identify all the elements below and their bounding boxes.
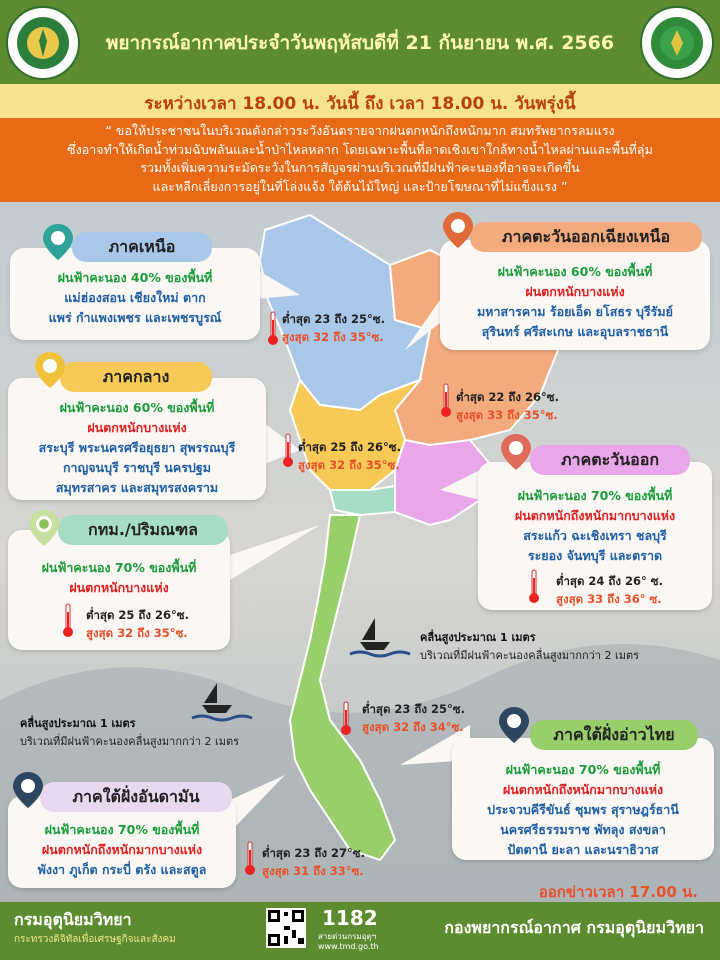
- bangkok-heavy: ฝนตกหนักบางแห่ง: [69, 580, 169, 595]
- northeast-area-line: สุรินทร์ ศรีสะเกษ และอุบลราชธานี: [481, 324, 669, 339]
- south-gulf-area-line: นครศรีธรรมราช พัทลุง สงขลา: [500, 822, 666, 837]
- footer-ministry: กระทรวงดิจิทัลเพื่อเศรษฐกิจและสังคม: [14, 934, 176, 945]
- south-gulf-area-line: ประจวบคีรีขันธ์ ชุมพร สุราษฎร์ธานี: [487, 802, 679, 817]
- south-andaman-tmax: สูงสุด 31 ถึง 33°ซ.: [262, 864, 364, 878]
- central-label: ภาคกลาง: [60, 362, 212, 392]
- forecast-period: ระหว่างเวลา 18.00 น. วันนี้ ถึง เวลา 18.00 น. วันพรุ่งนี้: [144, 94, 576, 114]
- hotline-caption: สายด่วนกรมอุตุฯ: [318, 932, 377, 941]
- east-tmin: ต่ำสุด 24 ถึง 26° ซ.: [556, 574, 663, 588]
- footer-division: กองพยากรณ์อากาศ กรมอุตุนิยมวิทยา: [444, 918, 704, 937]
- hotline-number[interactable]: 1182: [322, 906, 378, 930]
- gulf-wave-title: คลื่นสูงประมาณ 1 เมตร: [420, 631, 536, 644]
- northeast-card: [440, 240, 710, 350]
- andaman-wave-title: คลื่นสูงประมาณ 1 เมตร: [20, 717, 136, 730]
- northeast-tmin: ต่ำสุด 22 ถึง 26°ซ.: [456, 390, 559, 404]
- south-gulf-tmin: ต่ำสุด 23 ถึง 25°ซ.: [362, 702, 465, 716]
- north-tmin: ต่ำสุด 23 ถึง 25°ซ.: [282, 312, 385, 326]
- central-area-line: กาญจนบุรี ราชบุรี นครปฐม: [62, 460, 212, 475]
- south-andaman-temp: [262, 844, 365, 880]
- north-label: ภาคเหนือ: [72, 232, 212, 262]
- south-andaman-tmin: ต่ำสุด 23 ถึง 27°ซ.: [262, 846, 365, 860]
- thermometer-icon: [340, 700, 352, 736]
- northeast-rain: ฝนฟ้าคะนอง 60% ของพื้นที่: [497, 264, 653, 279]
- central-temp: [298, 438, 401, 474]
- location-pin-icon: [496, 705, 532, 745]
- location-pin-icon: [40, 222, 76, 262]
- north-tmax: สูงสุด 32 ถึง 35°ซ.: [282, 330, 384, 344]
- south-gulf-area-line: ปัตตานี ยะลา และนราธิวาส: [507, 842, 659, 857]
- northeast-heavy: ฝนตกหนักบางแห่ง: [525, 284, 625, 299]
- south-andaman-label: ภาคใต้ฝั่งอันดามัน: [40, 782, 232, 812]
- east-area-line: ระยอง จันทบุรี และตราด: [527, 548, 663, 563]
- northeast-temp: [456, 388, 559, 424]
- location-pin-icon: [32, 350, 68, 390]
- ministry-logo: [6, 6, 80, 80]
- central-tmax: สูงสุด 32 ถึง 35°ซ.: [298, 458, 400, 472]
- warning-line: และหลีกเลี่ยงการอยู่ในที่โล่งแจ้ง ใต้ต้นไม้ใหญ่ และป้ายโฆษณาที่ไม่แข็งแรง ”: [152, 178, 568, 194]
- thermometer-icon: [528, 568, 540, 604]
- south-gulf-temp: [362, 700, 465, 736]
- thermometer-icon: [440, 382, 452, 418]
- andaman-wave-info: [20, 714, 239, 750]
- north-rain: ฝนฟ้าคะนอง 40% ของพื้นที่: [57, 270, 213, 285]
- bangkok-tmax: สูงสุด 32 ถึง 35°ซ.: [86, 626, 188, 640]
- warning-line: ซึ่งอาจทำให้เกิดน้ำท่วมฉับพลันและน้ำป่าไหลหลาก โดยเฉพาะพื้นที่ลาดเชิงเขาใกล้ทางน้ำไหลผ่านและพื้นที่ลุ่ม: [67, 141, 653, 157]
- east-tmax: สูงสุด 33 ถึง 36° ซ.: [556, 592, 662, 606]
- bangkok-label: กทม./ปริมณฑล: [58, 515, 228, 545]
- east-temp: [556, 572, 663, 608]
- location-pin-icon: [498, 432, 534, 472]
- warning-line: รวมทั้งเพิ่มความระมัดระวังในการสัญจรผ่านบริเวณที่มีฝนฟ้าคะนองที่อาจจะเกิดขึ้น: [140, 160, 580, 175]
- andaman-wave-detail: บริเวณที่มีฝนฟ้าคะนองคลื่นสูงมากกว่า 2 เมตร: [20, 735, 240, 748]
- east-rain: ฝนฟ้าคะนอง 70% ของพื้นที่: [517, 488, 673, 503]
- central-area-line: สระบุรี พระนครศรีอยุธยา สุพรรณบุรี: [38, 440, 236, 455]
- south-gulf-rain: ฝนฟ้าคะนอง 70% ของพื้นที่: [505, 762, 661, 777]
- bangkok-temp: [86, 606, 189, 642]
- thermometer-icon: [62, 602, 74, 638]
- central-rain: ฝนฟ้าคะนอง 60% ของพื้นที่: [59, 400, 215, 415]
- bangkok-tmin: ต่ำสุด 25 ถึง 26°ซ.: [86, 608, 189, 622]
- website-link[interactable]: www.tmd.go.th: [318, 942, 379, 951]
- south-andaman-area-line: พังงา ภูเก็ต กระบี่ ตรัง และสตูล: [37, 862, 207, 877]
- south-andaman-heavy: ฝนตกหนักถึงหนักมากบางแห่ง: [41, 842, 203, 857]
- east-area-line: สระแก้ว ฉะเชิงเทรา ชลบุรี: [523, 528, 667, 543]
- north-area-line: แพร่ กำแพงเพชร และเพชรบูรณ์: [48, 310, 222, 325]
- northeast-area-line: มหาสารคาม ร้อยเอ็ด ยโสธร บุรีรัมย์: [477, 304, 673, 319]
- northeast-label: ภาคตะวันออกเฉียงเหนือ: [470, 222, 702, 252]
- central-card: [8, 378, 266, 500]
- south-gulf-card: [452, 738, 714, 860]
- gulf-wave-detail: บริเวณที่มีฝนฟ้าคะนองคลื่นสูงมากกว่า 2 เมตร: [420, 649, 640, 662]
- east-heavy: ฝนตกหนักถึงหนักมากบางแห่ง: [514, 508, 676, 523]
- warning-text: [20, 122, 700, 196]
- qr-code-icon[interactable]: [266, 908, 306, 948]
- south-gulf-label: ภาคใต้ฝั่งอ่าวไทย: [530, 720, 698, 750]
- bangkok-rain: ฝนฟ้าคะนอง 70% ของพื้นที่: [41, 560, 197, 575]
- northeast-tmax: สูงสุด 33 ถึง 35°ซ.: [456, 408, 558, 422]
- thermometer-icon: [244, 840, 256, 876]
- south-gulf-tmax: สูงสุด 32 ถึง 34°ซ.: [362, 720, 464, 734]
- gulf-wave-info: [420, 628, 639, 664]
- tmd-logo: [640, 6, 714, 80]
- thermometer-icon: [282, 432, 294, 468]
- south-gulf-heavy: ฝนตกหนักถึงหนักมากบางแห่ง: [502, 782, 664, 797]
- north-area-line: แม่ฮ่องสอน เชียงใหม่ ตาก: [64, 290, 206, 305]
- issue-time: ออกข่าวเวลา 17.00 น.: [538, 883, 698, 901]
- page-title: พยากรณ์อากาศประจำวันพฤหัสบดีที่ 21 กันยายน พ.ศ. 2566: [105, 32, 615, 54]
- warning-line: “ ขอให้ประชาชนในบริเวณดังกล่าวระวังอันตรายจากฝนตกหนักถึงหนักมาก สมทรัพยากรลมแรง: [105, 123, 615, 138]
- location-pin-icon: [440, 210, 476, 250]
- east-label: ภาคตะวันออก: [530, 445, 690, 475]
- central-area-line: สมุทรสาคร และสมุทรสงคราม: [55, 480, 219, 495]
- thermometer-icon: [267, 310, 279, 346]
- location-pin-icon: [26, 508, 62, 548]
- central-heavy: ฝนตกหนักบางแห่ง: [87, 420, 187, 435]
- central-tmin: ต่ำสุด 25 ถึง 26°ซ.: [298, 440, 401, 454]
- location-pin-icon: [10, 770, 46, 810]
- south-andaman-rain: ฝนฟ้าคะนอง 70% ของพื้นที่: [44, 822, 200, 837]
- north-temp: [282, 310, 385, 346]
- footer-org-name: กรมอุตุนิยมวิทยา: [14, 910, 132, 929]
